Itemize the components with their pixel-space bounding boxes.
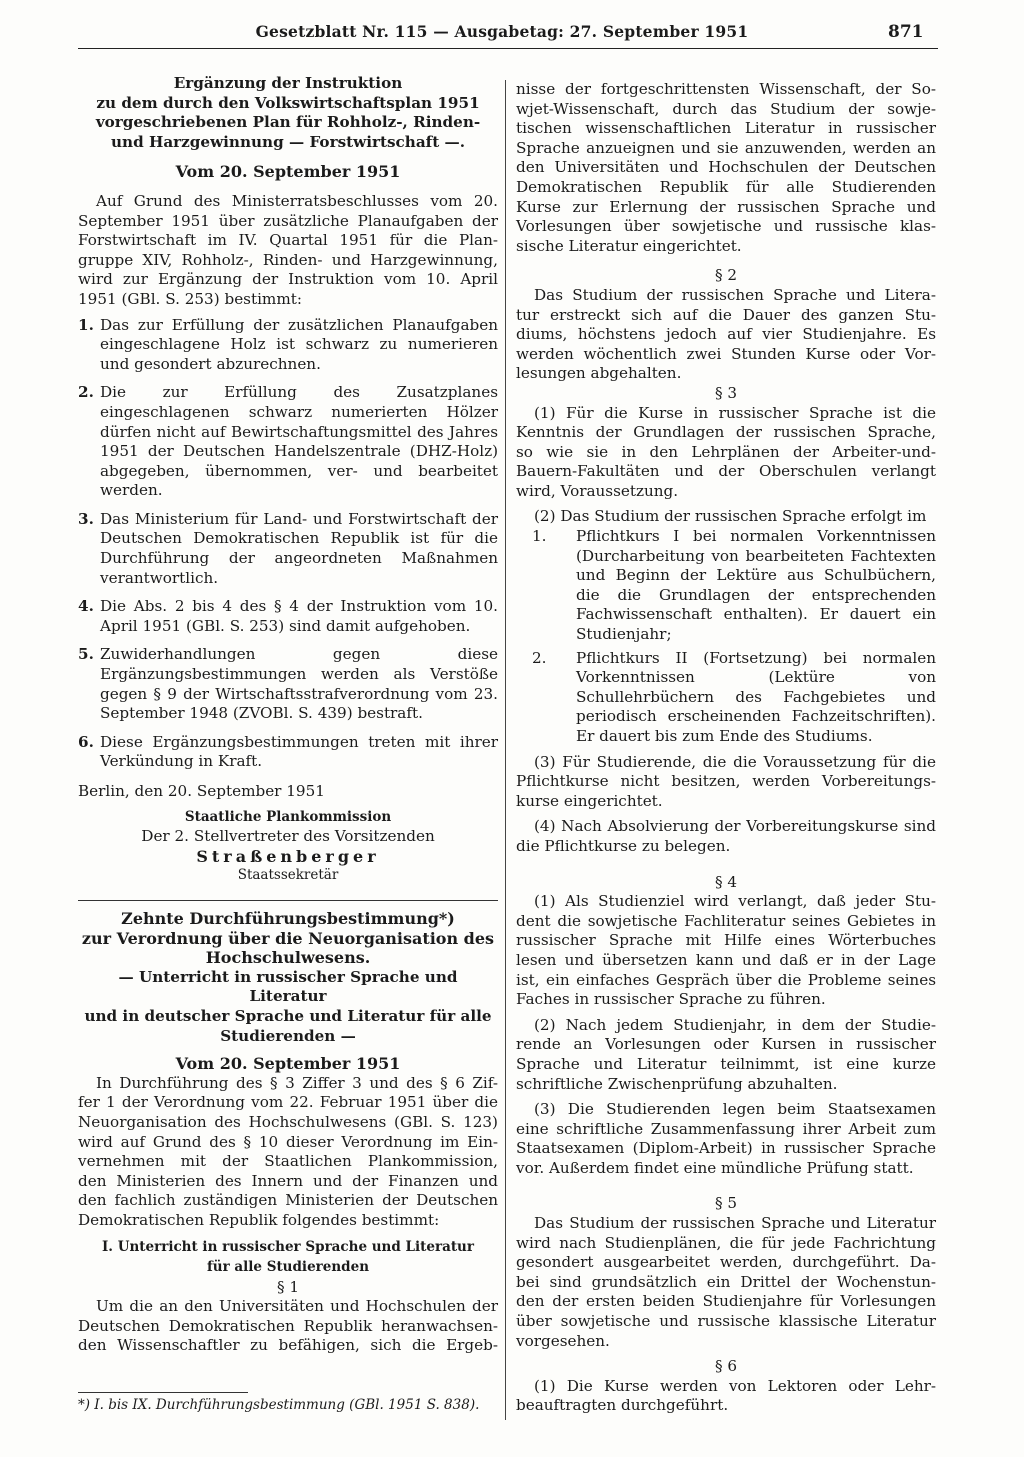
text-line: so wie sie in den Lehrplänen der Arbeiter-und- (516, 442, 936, 461)
text-line: gesondert ausgearbeitet werden, durchgeführt. Da- (516, 1253, 936, 1272)
text-line: 1951 (GBl. S. 253) bestimmt: (78, 289, 302, 308)
text-line: (4) Nach Absolvierung der Vorbereitungskurse sind (534, 817, 936, 836)
text-line: den Universitäten und Hochschulen der Deutschen (516, 158, 936, 177)
paragraph-text (516, 1214, 936, 1351)
text-line: den Wissenschaftler zu befähigen, sich die Ergeb- (78, 1336, 498, 1355)
text-line: Das Studium der russischen Sprache und Litera- (534, 285, 936, 304)
list-item: 2. Pflichtkurs II (Fortsetzung) bei normalen Vorkenntnissen (Lektüre von Schullehrbüchern des Fachgebietes und periodisch erscheinenden Fachzeitschriften). Er dauert bis zum Ende des Studiums. (532, 648, 936, 745)
instruction-title (78, 74, 498, 152)
text-line: Das Studium der russischen Sprache und Literatur (534, 1214, 936, 1233)
paragraph-text (78, 1297, 498, 1356)
text-line: Auf Grund des Ministerratsbeschlusses vom 20. (96, 191, 498, 210)
text-line: über sowjetische und russische klassische Literatur (516, 1312, 936, 1331)
paragraph-text (516, 286, 936, 384)
text-line: Bauern-Fakultäten und der Oberschulen verlangt (516, 462, 936, 481)
text-line: wird zur Ergänzung der Instruktion vom 10. April (78, 270, 498, 289)
paragraph-number: § 2 (714, 266, 738, 285)
text-line: Um die an den Universitäten und Hochschulen der (96, 1297, 498, 1316)
title-line: — Unterricht in russischer Sprache und Literatur (118, 967, 458, 1006)
text-line: die Pflichtkurse zu belegen. (516, 836, 731, 855)
paragraph-number: § 1 (276, 1277, 300, 1296)
footnote (78, 1392, 479, 1413)
text-line: russischer Sprache mit Hilfe eines Wörterbuches (516, 931, 936, 950)
text-line: bei sind grundsätzlich ein Drittel der Wochenstun- (516, 1272, 936, 1291)
paragraph-text (516, 404, 936, 502)
list-item: 5. Zuwiderhandlungen gegen diese Ergänzungsbestimmungen werden als Verstöße gegen § 9 der Wirtschaftsstrafverordnung vom 23. September 1948 (ZVOBl. S. 439) bestraft. (78, 645, 498, 723)
text-line: schriftliche Zwischenprüfung abzuhalten. (516, 1074, 838, 1093)
text-line: gruppe XIV, Rohholz-, Rinden- und Harzgewinnung, (78, 250, 498, 269)
paragraph-number: § 4 (714, 872, 738, 891)
text-line: (2) Nach jedem Studienjahr, in dem der Studie- (534, 1015, 936, 1034)
continued-text (516, 80, 936, 256)
title-line: I. Unterricht in russischer Sprache und Literatur (101, 1239, 474, 1256)
text-line: Kenntnis der Grundlagen der russischen Sprache, (516, 423, 936, 442)
text-line: Deutschen Demokratischen Republik heranwachsen- (78, 1316, 498, 1335)
paragraph-number: § 5 (714, 1194, 738, 1213)
title-line: Hochschulwesens. (205, 948, 371, 968)
text-line: nisse der fortgeschrittensten Wissenschaft, der So- (516, 80, 936, 98)
text-line: rende an Vorlesungen oder Kursen in russischer (516, 1035, 936, 1054)
page-number: 871 (888, 22, 924, 42)
title-line: zu dem durch den Volkswirtschaftsplan 1951 (96, 93, 480, 112)
paragraph-text: (2) Das Studium der russischen Sprache erfolgt im (534, 507, 927, 526)
text-line: (1) Als Studienziel wird verlangt, daß jeder Stu- (534, 892, 936, 911)
text-line: Demokratischen Republik für alle Studierenden (516, 177, 936, 196)
instruction-intro (78, 192, 498, 310)
text-line: lesen und übersetzen kann und daß er in der Lage (516, 950, 936, 969)
text-line: Pflichtkurse nicht besitzen, werden Vorbereitungs- (516, 772, 936, 791)
text-line: vor. Außerdem findet eine mündliche Prüfung statt. (516, 1158, 914, 1177)
regulation-subtitle (78, 968, 498, 1046)
list-item: 1. Das zur Erfüllung der zusätzlichen Planaufgaben eingeschlagene Holz ist schwarz zu numerieren und gesondert abzurechnen. (78, 315, 498, 373)
text-line: (1) Die Kurse werden von Lektoren oder Lehr- (534, 1376, 936, 1395)
title-line: Ergänzung der Instruktion (173, 74, 403, 92)
text-line: (3) Die Studierenden legen beim Staatsexamen (534, 1100, 936, 1119)
regulation-title: Zehnte Durchführungsbestimmung*) (121, 908, 455, 928)
text-line: fer 1 der Verordnung vom 22. Februar 1951 über die (78, 1093, 498, 1112)
page-header (0, 22, 1024, 50)
instruction-items (78, 316, 498, 772)
text-line: werden wöchentlich zwei Stunden Kurse oder Vor- (516, 344, 936, 363)
list-item: 3. Das Ministerium für Land- und Forstwirtschaft der Deutschen Demokratischen Republik ist für die Durchführung der angeordneten Maßnahmen verantwortlich. (78, 509, 498, 587)
text-line: Kurse zur Erlernung der russischen Sprache und (516, 197, 936, 216)
text-line: beauftragten durchgeführt. (516, 1396, 729, 1415)
paragraph-text (516, 1100, 936, 1178)
text-line: Sprache und Literatur teilnimmt, ist eine kurze (516, 1054, 936, 1073)
text-line: lesungen abgehalten. (516, 364, 682, 383)
paragraph-text (516, 817, 936, 856)
text-line: vorgesehen. (516, 1331, 610, 1350)
text-line: Forstwirtschaft im IV. Quartal 1951 für die Plan- (78, 231, 498, 250)
left-column (78, 74, 498, 1356)
section-divider (78, 900, 498, 901)
title-line: und Harzgewinnung — Forstwirtschaft —. (111, 132, 465, 151)
right-column (516, 80, 936, 1416)
list-item: 1. Pflichtkurs I bei normalen Vorkenntnissen (Durcharbeitung von bearbeiteten Fachtexten und Beginn der Lektüre aus Schulbüchern, die die Grundlagen der entsprechenden Fachwissenschaft enthalten). Er dauert ein Studienjahr; (532, 527, 936, 644)
text-line: tur erstreckt sich auf die Dauer des ganzen Stu- (516, 305, 936, 324)
text-line: September 1951 über zusätzliche Planaufgaben der (78, 211, 498, 230)
text-line: In Durchführung des § 3 Ziffer 3 und des § 6 Zif- (96, 1073, 498, 1092)
signature-role: Der 2. Stellvertreter des Vorsitzenden (141, 827, 435, 846)
paragraph-text (516, 892, 936, 1010)
text-line: eine schriftliche Zusammenfassung ihrer Arbeit zum (516, 1119, 936, 1138)
regulation-date: Vom 20. September 1951 (175, 1054, 401, 1074)
text-line: (3) Für Studierende, die die Voraussetzung für die (534, 752, 936, 771)
text-line: Vorlesungen über sowjetische und russische klas- (516, 217, 936, 236)
text-line: wjet-Wissenschaft, durch das Studium der sowje- (516, 99, 936, 118)
list-item: 6. Diese Ergänzungsbestimmungen treten mit ihrer Verkündung in Kraft. (78, 732, 498, 771)
instruction-date: Vom 20. September 1951 (175, 162, 401, 182)
title-line: Studierenden — (220, 1026, 356, 1045)
signature-title: Staatssekretär (237, 867, 339, 884)
course-list (516, 527, 936, 747)
place-date: Berlin, den 20. September 1951 (78, 782, 325, 800)
text-line: kurse eingerichtet. (516, 791, 663, 810)
column-divider (505, 80, 506, 1420)
title-line: und in deutscher Sprache und Literatur für alle (84, 1006, 492, 1025)
paragraph-text (516, 1377, 936, 1416)
title-line: vorgeschriebenen Plan für Rohholz-, Rinden- (95, 113, 481, 132)
title-line: für alle Studierenden (206, 1259, 370, 1276)
text-line: Sprache anzueignen und sie anzuwenden, werden an (516, 138, 936, 157)
text-line: den Ministerien des Innern und der Finanzen und (78, 1171, 498, 1190)
title-line: zur Verordnung über die Neuorganisation des (81, 928, 495, 948)
header-rule (78, 48, 938, 49)
text-line: Neuorganisation des Hochschulwesens (GBl. S. 123) (78, 1112, 498, 1131)
paragraph-number: § 6 (714, 1357, 738, 1376)
text-line: ist, ein einfaches Gespräch über die Probleme seines (516, 970, 936, 989)
text-line: wird auf Grund des § 10 dieser Verordnung im Ein- (78, 1132, 498, 1151)
text-line: tischen wissenschaftlichen Literatur in russischer (516, 119, 936, 138)
signature-organization: Staatliche Plankommission (184, 808, 392, 825)
text-line: vernehmen mit der Staatlichen Plankommission, (78, 1152, 498, 1171)
paragraph-text (516, 1016, 936, 1094)
regulation-intro (78, 1074, 498, 1231)
paragraph-number: § 3 (714, 383, 738, 402)
footnote-rule (78, 1392, 248, 1393)
regulation-subject (78, 929, 498, 968)
text-line: Demokratischen Republik folgendes bestimmt: (78, 1210, 440, 1229)
text-line: Staatsexamen (Diplom-Arbeit) in russischer Sprache (516, 1139, 936, 1158)
signature-name: Straßenberger (196, 846, 380, 866)
gazette-title: Gesetzblatt Nr. 115 — Ausgabetag: 27. September 1951 (255, 22, 749, 41)
text-line: Faches in russischer Sprache zu führen. (516, 990, 826, 1009)
text-line: sische Literatur eingerichtet. (516, 236, 742, 255)
text-line: wird, Voraussetzung. (516, 481, 679, 500)
text-line: diums, höchstens jedoch auf vier Studienjahre. Es (516, 325, 936, 344)
text-line: den fachlich zuständigen Ministerien der Deutschen (78, 1191, 498, 1210)
section-heading (78, 1238, 498, 1277)
text-line: den der ersten beiden Studienjahre für Vorlesungen (516, 1292, 936, 1311)
paragraph-text (516, 753, 936, 812)
list-item: 4. Die Abs. 2 bis 4 des § 4 der Instruktion vom 10. April 1951 (GBl. S. 253) sind damit aufgehoben. (78, 597, 498, 635)
text-line: wird nach Studienplänen, die für jede Fachrichtung (516, 1233, 936, 1252)
text-line: (1) Für die Kurse in russischer Sprache ist die (534, 403, 936, 422)
list-item: 2. Die zur Erfüllung des Zusatzplanes eingeschlagenen schwarz numerierten Hölzer dürfen nicht auf Bewirtschaftungsmittel des Jahres 1951 der Deutschen Handelszentrale (DHZ-Holz) abgegeben, übernommen, ver- und bearbeitet werden. (78, 383, 498, 500)
footnote-text: *) I. bis IX. Durchführungsbestimmung (GBl. 1951 S. 838). (78, 1397, 480, 1413)
text-line: dent die sowjetische Fachliteratur seines Gebietes in (516, 911, 936, 930)
